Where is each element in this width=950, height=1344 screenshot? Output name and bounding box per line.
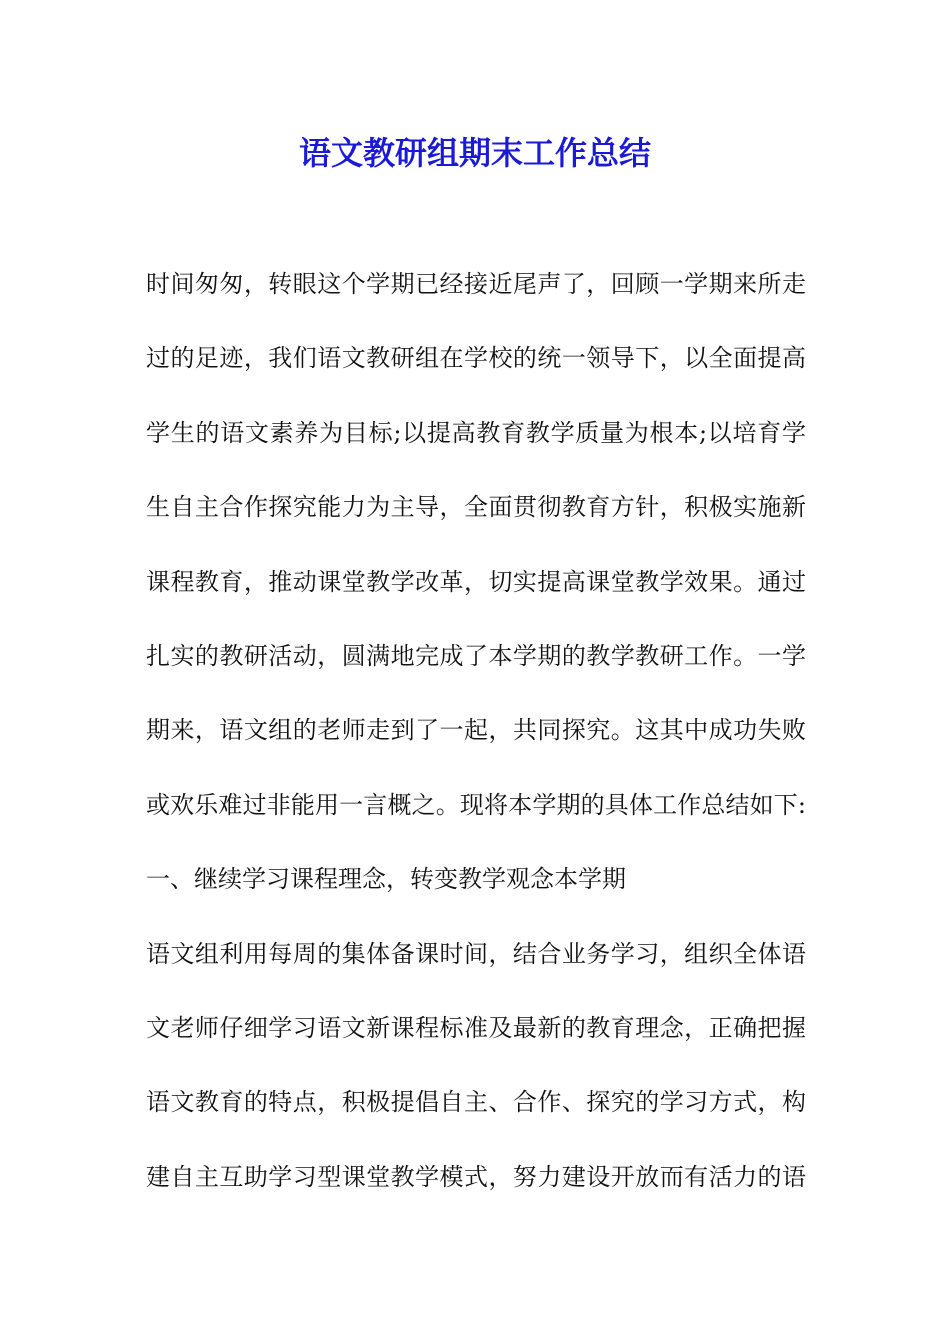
body-line-2: 过的足迹，我们语文教研组在学校的统一领导下，以全面提高 [146,344,806,373]
section-heading-1: 一、继续学习课程理念，转变教学观念本学期 [146,865,626,894]
body-line-12: 语文教育的特点，积极提倡自主、合作、探究的学习方式，构 [146,1088,806,1117]
body-line-10: 语文组利用每周的集体备课时间，结合业务学习，组织全体语 [146,939,806,968]
body-line-6: 扎实的教研活动，圆满地完成了本学期的教学教研工作。一学 [146,641,806,670]
body-line-4: 生自主合作探究能力为主导，全面贯彻教育方针，积极实施新 [146,493,806,522]
body-line-3: 学生的语文素养为目标;以提高教育教学质量为根本;以培育学 [146,418,806,447]
body-line-11: 文老师仔细学习语文新课程标准及最新的教育理念，正确把握 [146,1013,806,1042]
document-body [146,262,806,1229]
body-line-1: 时间匆匆，转眼这个学期已经接近尾声了，回顾一学期来所走 [146,270,806,298]
body-line-7: 期来，语文组的老师走到了一起，共同探究。这其中成功失败 [146,716,806,745]
body-line-8: 或欢乐难过非能用一言概之。现将本学期的具体工作总结如下: [146,790,806,819]
body-line-13: 建自主互助学习型课堂教学模式，努力建设开放而有活力的语 [146,1162,806,1191]
body-line-5: 课程教育，推动课堂教学改革，切实提高课堂教学效果。通过 [146,567,806,596]
document-title: 语文教研组期末工作总结 [298,134,651,172]
